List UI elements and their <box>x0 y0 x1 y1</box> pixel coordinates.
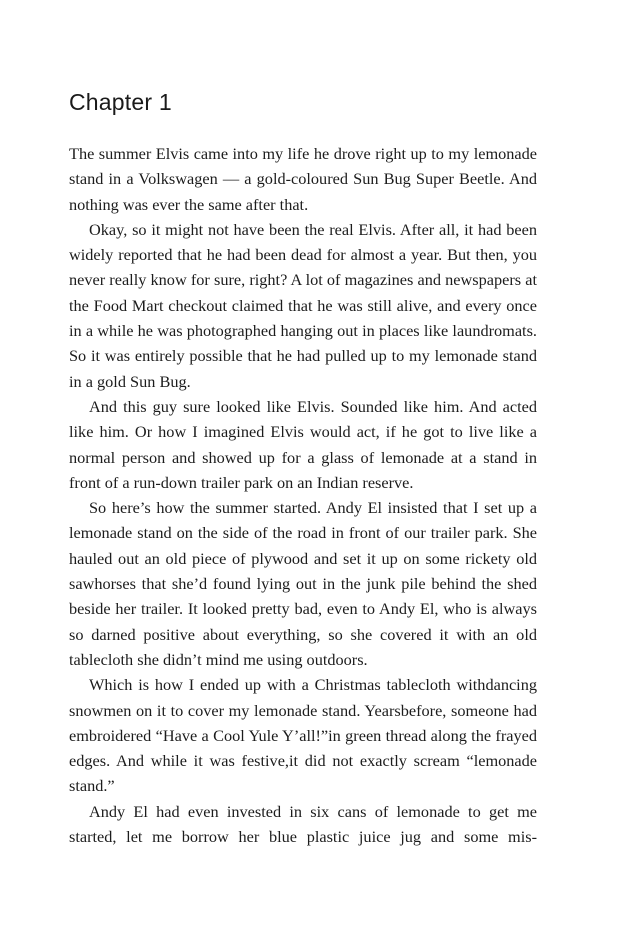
paragraph: The summer Elvis came into my life he drove right up to my lemonade stand in a Volkswagen — a gold-coloured Sun Bug Super Beetle. And nothing was ever the same after that. <box>69 144 537 214</box>
paragraph: So here’s how the summer started. Andy El insisted that I set up a lemonade stand on the side of the road in front of our trailer park. She hauled out an old piece of plywood and set it up on some rickety old sawhorses that she’d found lying out in the junk pile behind the shed beside her trailer. It looked pretty bad, even to Andy El, who is always so darned positive about everything, so she covered it with an old tablecloth she didn’t mind me using outdoors. <box>69 498 537 669</box>
paragraph: Which is how I ended up with a Christmas tablecloth withdancing snowmen on it to cover my lemonade stand. Yearsbefore, someone had embroidered “Have a Cool Yule Y’all!”in green thread along the frayed edges. And while it was festive,it did not exactly scream “lemonade stand.” <box>69 675 537 796</box>
paragraph: Andy El had even invested in six cans of lemonade to get me started, let me borrow her blue plastic juice jug and some mis- <box>69 801 537 847</box>
paragraph: Okay, so it might not have been the real Elvis. After all, it had been widely reported that he had been dead for almost a year. But then, you never really know for sure, right? A lot of magazines and newspapers at the Food Mart checkout claimed that he was still alive, and every once in a while he was photographed hanging out in places like laundromats. So it was entirely possible that he had pulled up to my lemonade stand in a gold Sun Bug. <box>69 219 537 391</box>
paragraph: And this guy sure looked like Elvis. Sounded like him. And acted like him. Or how I imagined Elvis would act, if he got to live like a normal person and showed up for a glass of lemonade at a stand in front of a run-down trailer park on an Indian reserve. <box>69 396 537 492</box>
chapter-title: Chapter 1 <box>69 89 172 115</box>
chapter-body <box>69 141 537 849</box>
